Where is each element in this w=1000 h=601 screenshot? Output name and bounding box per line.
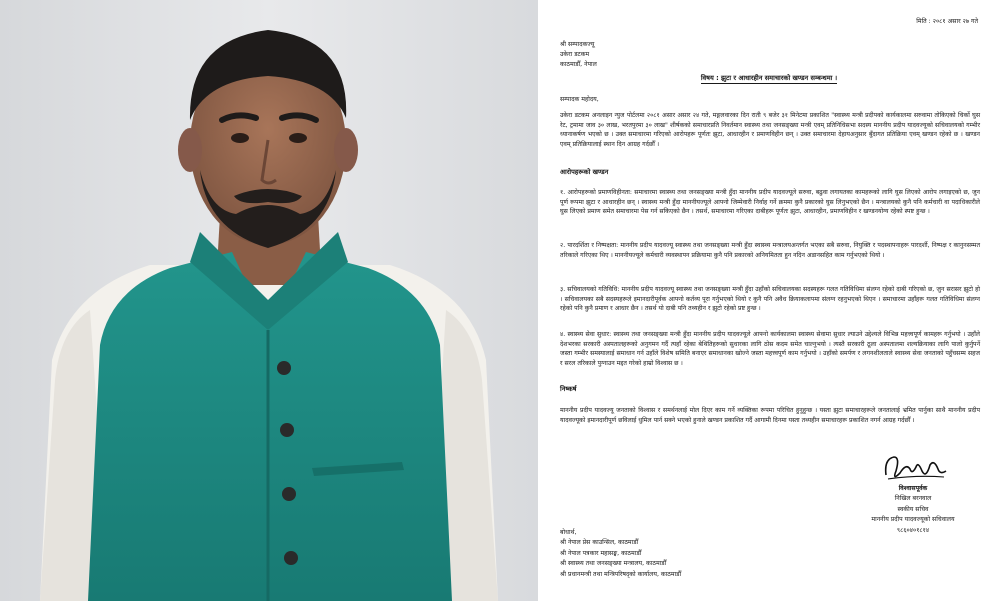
cc-item: श्री नेपाल प्रेस काउन्सिल, काठमाडौँ <box>560 539 639 547</box>
cc-heading: बोधार्थ, <box>560 529 577 536</box>
section-heading-rebuttal: आरोपहरूको खण्डन <box>560 168 609 176</box>
recipient-address <box>560 40 597 71</box>
signature-closing: विश्वासपूर्वक <box>898 485 928 492</box>
point-4: ४. स्वास्थ्य सेवा सुधार: स्वास्थ्य तथा जनसङ्ख्या मन्त्री हुँदा माननीय प्रदीप यादवज्यूले आफ्नो कार्यकालमा स्वास्थ्य सेवामा सुधार ल्याउने उद्देश्यले विभिन्न महत्त्वपूर्ण कामहरू गर्नुभयो । उहाँले देशभरका सरकारी अस्पतालहरूको अनुगमन गर्दै त्यहाँ रहेका बेथितिहरूको सुधारका लागि ठोस कदम समेत चाल्नुभयो । त्यस्तै सरकारी ठूला अस्पतालमा शल्यक्रियाका लागि पालो कुर्नुपर्ने जस्ता गम्भीर समस्यालाई समाधान गर्न उहाँले विशेष समिति बनाएर समाधानका खोज्ने जस्ता महत्त्वपूर्ण काम गर्नुभयो । उहाँको समर्पण र लगनशीलताले स्वास्थ्य सेवा जनताको पहुँचसम्म सहज र सरल तरिकाले पुग्नाउन मद्दत गरेको हाम्रो विश्वास छ । <box>560 331 980 367</box>
signatory-name: निखिल बरनवाल <box>894 495 932 503</box>
address-line: श्री सम्पादकज्यू <box>560 41 595 48</box>
address-line: उकेरा डटकम <box>560 51 590 59</box>
point-1: १. आरोपहरूको प्रमाणविहीनता: समाचारमा स्वास्थ्य तथा जनसङ्ख्या मन्त्री हुँदा माननीय प्रदीप यादवज्यूले सरुवा, बढुवा लगायतका कामहरूको लागि घुस लिएको आरोप लगाइएको छ, जुन पूर्ण रूपमा झुटा र आधारहीन छन् । स्वास्थ्य मन्त्री हुँदा माननीयज्यूले आफ्नो जिम्मेवारी निर्वाह गर्ने क्रममा कुनै प्रकारको घुस लिनुभएको छैन । मन्त्रालयको कुनै पनि कर्मचारी वा पदाधिकारीले घुस लिएको प्रमाण समेत समाचारमा पेस गर्न सकिएको छैन । तसर्थ, समाचारमा गरिएका दाबीहरू पूर्णतः झुटा, आधारहीन, प्रमाणविहीन र खण्डनयोग्य रहेको स्पष्ट हुन्छ । <box>560 189 980 216</box>
intro-paragraph: उकेरा डटकम अनलाइन न्युज पोर्टलमा २०८१ असार असार २४ गते, मङ्गलवारका दिन राती ९ बजेर ३१ मिनेटमा प्रकाशित "स्वास्थ्य मन्त्री प्रदीपको कार्यकालमा सरुवामा तोकिएको चिर्को घुस रेट, ट्रमामा जाव ३० लाख, भरतपुरमा ३० लाख" शीर्षकको समाचारप्रति निवर्तमान स्वास्थ्य तथा जनसङ्ख्या मन्त्री एवम् प्रतिनिधिसभा सदस्य माननीय प्रदीप यादवज्यूको सचिवालयको गम्भीर ध्यानाकर्षण भएको छ । उक्त समाचारमा गरिएको आरोपहरू पूर्णतः झुटा, आधारहीन र प्रमाणविहीन छन् । उक्त समाचारमा देहायअनुसार बुँदागत प्रतिक्रिया एवम् खण्डन रहेको छ । खण्डन एवम् प्रतिक्रियालाई स्थान दिन आग्रह गर्दछौँ । <box>560 112 980 148</box>
cc-item: श्री नेपाल पत्रकार महासङ्घ, काठमाडौँ <box>560 549 642 557</box>
section-heading-conclusion: निष्कर्ष <box>560 385 577 393</box>
signatory-office: माननीय प्रदीप यादवज्यूको सचिवालय <box>871 516 955 524</box>
cc-item: श्री प्रधानमन्त्री तथा मन्त्रिपरिषद्को कार्यालय, काठमाडौँ <box>560 570 682 578</box>
point-3: ३. सचिवालयको गतिविधि: माननीय प्रदीप यादवज्यू स्वास्थ्य तथा जनसङ्ख्या मन्त्री हुँदा उहाँको सचिवालयका सदस्यहरू गलत गतिविधिमा संलग्न रहेको दाबी गरिएको छ, जुन सरासर झुटो हो । सचिवालयका सबै सदस्यहरूले इमानदारीपूर्वक आफ्नो कर्तव्य पूरा गर्नुभएको थियो र कुनै पनि अवैध क्रियाकलापमा संलग्न रहनुभएको थिएन । समाचारमा उहाँहरू गलत गतिविधिमा संलग्न रहेको पनि कुनै प्रमाण र आधार छैन । तसर्थ यो दाबी पनि तथ्यहीन र झुटो रहेको प्रष्ट हुन्छ । <box>560 286 980 313</box>
cc-list <box>560 528 681 580</box>
address-line: काठमाडौँ, नेपाल <box>560 61 597 69</box>
signature-icon <box>880 451 950 485</box>
conclusion-paragraph: माननीय प्रदीप यादवज्यू जनताको विश्वास र समर्थनलाई मोल दिएर काम गर्ने व्यक्तिका रूपमा परिचित हुनुहुन्छ । यस्ता झुटा समाचारहरूले जनतालाई भ्रमित पार्नुका साथै माननीय प्रदीप यादवज्यूको इमानदारीपूर्ण छविलाई धुमिल पार्न सक्ने भएको हुनाले खण्डन प्रकाशित गर्दै आगामी दिनमा यस्ता तथ्यहीन समाचारहरू प्रकाशित नगर्न आग्रह गर्दछौँ । <box>560 407 980 424</box>
cc-item: श्री स्वास्थ्य तथा जनसङ्ख्या मन्त्रालय, काठमाडौँ <box>560 560 667 568</box>
signature-block <box>848 484 978 536</box>
salutation: सम्पादक महोदय, <box>560 96 599 103</box>
point-2: २. पारदर्शिता र निष्पक्षता: माननीय प्रदीप यादवज्यू स्वास्थ्य तथा जनसङ्ख्या मन्त्री हुँदा स्वास्थ्य मन्त्रालयअन्तर्गत भएका सबै सरुवा, नियुक्ति र पदस्थापनाहरू पारदर्शी, निष्पक्ष र कानुनसम्मत तरिकाले गरिएका थिए । माननीयज्यूले कर्मचारी व्यवस्थापन प्रक्रियामा कुनै पनि प्रकारको अनियमितता हुन नदिन अडानसहित काम गर्नुभएको थियो । <box>560 242 980 259</box>
letter-subject: विषय : झुटा र आधारहीन समाचारको खण्डन सम्बन्धमा । <box>700 74 838 82</box>
letter-date: मिति : २०८१ असार २७ गते <box>916 18 978 25</box>
signatory-phone: ९८६०४०१८१४ <box>896 526 930 534</box>
letter-document <box>538 0 1000 601</box>
signatory-role: स्वकीय सचिव <box>897 505 929 513</box>
